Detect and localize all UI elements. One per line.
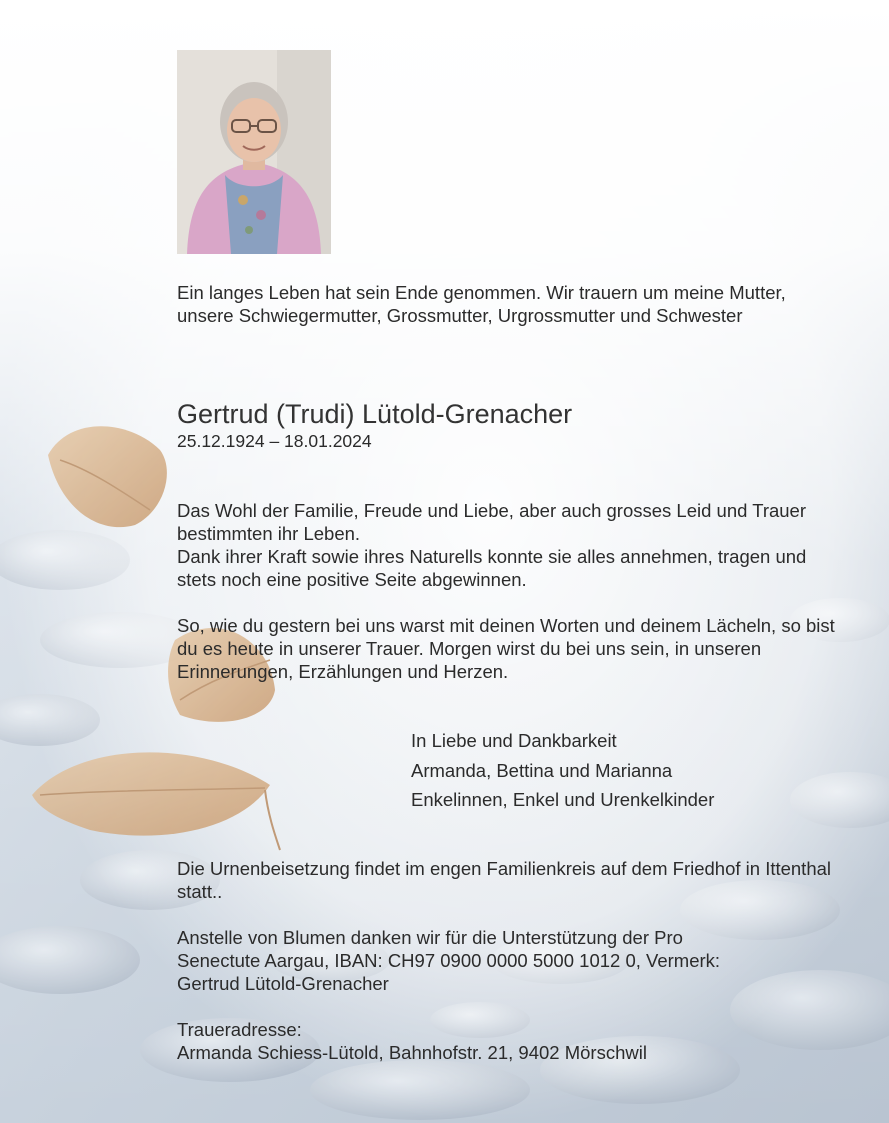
deceased-name: Gertrud (Trudi) Lütold-Grenacher bbox=[177, 399, 573, 429]
intro-text: Ein langes Leben hat sein Ende genommen. Wir trauern um meine Mutter, unsere Schwiegermutter, Grossmutter, Urgrossmutter und Schwester bbox=[177, 282, 786, 326]
address-label: Traueradresse: bbox=[177, 1019, 302, 1040]
signature-line-1: In Liebe und Dankbarkeit bbox=[411, 730, 617, 751]
burial-info: Die Urnenbeisetzung findet im engen Familienkreis auf dem Friedhof in Ittenthal statt.. bbox=[177, 858, 832, 902]
text-paragraph-1b: Dank ihrer Kraft sowie ihres Naturells konnte sie alles annehmen, tragen und stets noch eine positive Seite abgewinnen. bbox=[177, 546, 807, 590]
address-value: Armanda Schiess-Lütold, Bahnhofstr. 21, 9402 Mörschwil bbox=[177, 1042, 647, 1063]
portrait-icon bbox=[177, 50, 331, 254]
text-paragraph-1a: Das Wohl der Familie, Freude und Liebe, aber auch grosses Leid und Trauer bestimmten ihr Leben. bbox=[177, 500, 807, 544]
donation-line-3: Gertrud Lütold-Grenacher bbox=[177, 973, 389, 994]
signature-line-3: Enkelinnen, Enkel und Urenkelkinder bbox=[411, 789, 715, 810]
text-paragraph-2: So, wie du gestern bei uns warst mit deinen Worten und deinem Lächeln, so bist du es heute in unserer Trauer. Morgen wirst du bei uns sein, in unseren Erinnerungen, Erzählungen und Herzen. bbox=[177, 615, 835, 682]
signature-line-2: Armanda, Bettina und Marianna bbox=[411, 760, 673, 781]
life-dates: 25.12.1924 – 18.01.2024 bbox=[177, 431, 372, 451]
portrait-photo bbox=[177, 50, 331, 254]
donation-line-1: Anstelle von Blumen danken wir für die Unterstützung der Pro bbox=[177, 927, 683, 948]
donation-line-2: Senectute Aargau, IBAN: CH97 0900 0000 5000 1012 0, Vermerk: bbox=[177, 950, 721, 971]
